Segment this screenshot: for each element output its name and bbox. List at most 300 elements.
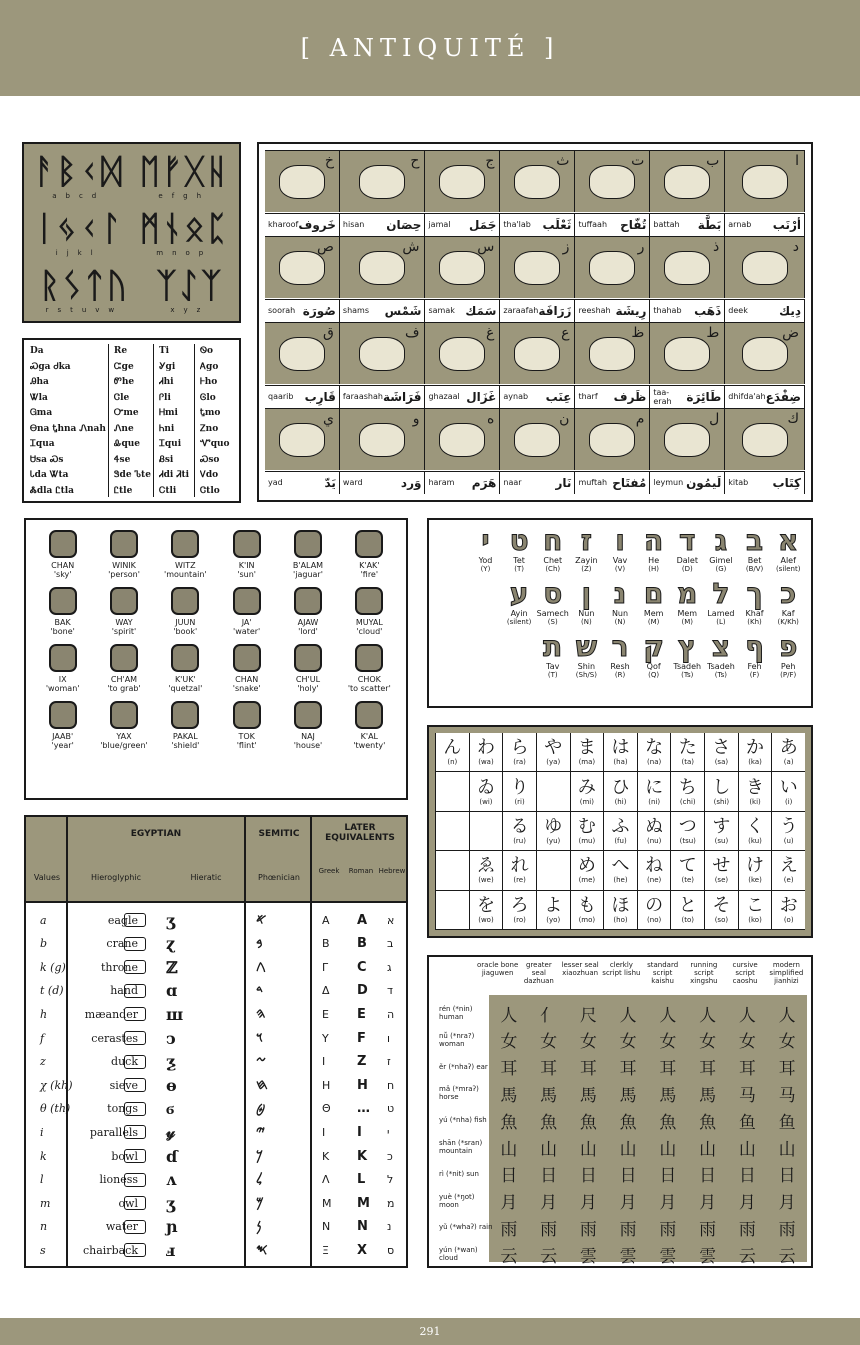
hiragana-char: た: [678, 737, 697, 759]
hebrew-letter-value: (silent): [775, 565, 801, 573]
mayan-glyph-cell: [277, 530, 338, 579]
mayan-word: K'IN: [238, 561, 255, 570]
hiragana-romaji: (hi): [614, 797, 627, 806]
hebrew-letter-name: Gimel: [709, 556, 733, 565]
hebrew-letter-cell: [738, 579, 772, 626]
hieroglyph-icon: [124, 1102, 146, 1116]
hiragana-cell: [771, 772, 805, 811]
mayan-gloss: 'quetzal': [168, 684, 203, 693]
hebrew-letter-cell: [469, 632, 503, 679]
sound-value: f: [40, 1031, 45, 1045]
arabic-word: تُفّاح: [620, 217, 647, 232]
egyptian-alphabet-table: [24, 815, 408, 1268]
table-row: [26, 956, 406, 978]
arabic-picture-cell: [725, 408, 805, 470]
character: 雲: [619, 1246, 637, 1267]
hiragana-char: す: [712, 815, 731, 837]
hiragana-cell: [570, 812, 604, 851]
arabic-grid: [265, 150, 805, 494]
arabic-picture-cell: [575, 322, 650, 384]
script-header: running script xingshu: [690, 961, 718, 985]
character: 月: [659, 1193, 677, 1214]
character: 山: [659, 1139, 677, 1160]
page-title: [ ANTIQUITÉ ]: [300, 34, 560, 62]
hebrew-letter-name: Kaf: [781, 609, 795, 618]
arabic-picture-cell: [425, 150, 500, 212]
transliteration: naar: [503, 478, 522, 487]
hebrew-letter-cell: [637, 526, 671, 573]
hieroglyph-name: chairback: [82, 1243, 138, 1257]
hebrew-letter-cell: [536, 526, 570, 573]
transliteration: aynab: [503, 392, 529, 401]
hiragana-cell: [536, 812, 570, 851]
cherokee-syllable: Ꮒni: [158, 423, 175, 434]
hebrew-letter-cell: [570, 526, 604, 573]
arabic-word-cell: [340, 385, 426, 408]
arabic-picture-cell: [340, 408, 426, 470]
hieroglyph-icon: [124, 1173, 146, 1187]
character: 魚: [579, 1112, 597, 1133]
character: 马: [778, 1085, 796, 1106]
hebrew-letter-cell: [704, 632, 738, 679]
mayan-gloss: 'person': [108, 570, 140, 579]
arabic-word: ظَرف: [613, 389, 647, 404]
rune-glyphs: ᛉᛇᛉ: [156, 266, 224, 306]
character: 日: [500, 1166, 518, 1187]
hebrew-letter-cell: [603, 579, 637, 626]
hiragana-char: ら: [510, 737, 529, 759]
phoenician-letter: 𐤇: [256, 1077, 268, 1094]
hebrew-letter-name: Samech: [536, 609, 569, 618]
character: 女: [659, 1032, 677, 1053]
page-number: 291: [419, 1325, 441, 1338]
mayan-gloss: 'sun': [237, 570, 257, 579]
transliteration: jamal: [428, 220, 451, 229]
mayan-gloss: 'spirit': [111, 627, 137, 636]
character: 女: [738, 1032, 756, 1053]
picture-icon: [439, 423, 485, 457]
hiragana-char: て: [678, 855, 697, 877]
hiragana-romaji: (te): [681, 876, 695, 885]
character: 魚: [500, 1112, 518, 1133]
hebrew-letter-value: (P/F): [780, 671, 797, 679]
arabic-word: خَروف: [298, 217, 336, 232]
greek-letter: Ξ: [322, 1243, 329, 1257]
mayan-word: CH'UL: [295, 675, 321, 684]
character-reading: mǎ (*mraʔ) horse: [439, 1085, 479, 1102]
hiragana-char: ま: [577, 737, 596, 759]
hiragana-cell: [738, 772, 772, 811]
hiragana-romaji: (ro): [513, 915, 526, 924]
hieratic-sign: ш: [166, 1004, 184, 1024]
greek-letter: Θ: [322, 1102, 331, 1116]
hebrew-letter-cell: [637, 632, 671, 679]
cherokee-syllable: Re: [113, 346, 128, 356]
hiragana-cell: [469, 851, 503, 890]
hebrew-letter-name: Mem: [643, 609, 664, 618]
phoenician-letter: 𐤊: [256, 1148, 263, 1164]
character: 雲: [699, 1246, 717, 1267]
character-forms: [489, 1054, 807, 1079]
character: 山: [699, 1139, 717, 1160]
mayan-glyph-cell: [216, 644, 277, 693]
hieratic-sign: ɵ: [166, 1075, 177, 1095]
hebrew-letter-cell: [435, 579, 469, 626]
hiragana-romaji: (se): [714, 876, 729, 885]
arabic-word-cell: [425, 299, 500, 322]
hiragana-char: う: [779, 815, 798, 837]
hiragana-romaji: (ho): [613, 915, 628, 924]
transliteration: qaarib: [268, 392, 294, 401]
mayan-glyph-cell: [155, 587, 216, 636]
hiragana-char: い: [779, 776, 798, 798]
hiragana-panel: [427, 725, 813, 938]
hiragana-romaji: (wi): [479, 797, 493, 806]
phoenician-letter: 𐤃: [256, 982, 263, 999]
transliteration: reeshah: [578, 306, 611, 315]
hiragana-char: ぬ: [645, 815, 664, 837]
header-hieroglyphic: Hieroglyphic: [91, 873, 141, 882]
picture-icon: [359, 165, 405, 199]
hiragana-romaji: (no): [647, 915, 662, 924]
hiragana-char: え: [779, 855, 798, 877]
character: 日: [659, 1166, 677, 1187]
hiragana-romaji: (ke): [748, 876, 762, 885]
character: 人: [699, 1005, 717, 1026]
picture-icon: [664, 165, 710, 199]
picture-icon: [439, 251, 485, 285]
hebrew-letter-value: (T): [547, 671, 558, 679]
hieroglyph-icon: [124, 1078, 146, 1092]
cherokee-syllable: Ti: [158, 346, 170, 356]
hebrew-letter-cell: [603, 526, 637, 573]
hiragana-romaji: (ta): [681, 758, 695, 767]
character: 云: [738, 1246, 756, 1267]
hiragana-romaji: (ha): [613, 758, 628, 767]
hiragana-cell: [469, 812, 503, 851]
mayan-glyph-icon: [110, 644, 138, 672]
sound-value: n: [40, 1220, 48, 1234]
character: 耳: [579, 1059, 597, 1080]
character: 馬: [619, 1085, 637, 1106]
arabic-word-cell: [265, 213, 340, 236]
script-header: standard script kaishu: [647, 961, 679, 985]
arabic-picture-cell: [500, 236, 575, 298]
hebrew-letter: פ: [778, 630, 798, 663]
mayan-glyph-icon: [294, 701, 322, 729]
arabic-word-cell: [650, 471, 725, 494]
arabic-word-cell: [575, 471, 650, 494]
arabic-letter: خ: [324, 153, 334, 169]
mayan-glyph-cell: [216, 701, 277, 750]
mayan-gloss: 'woman': [45, 684, 80, 693]
character: 日: [778, 1166, 796, 1187]
character: 月: [778, 1193, 796, 1214]
hieroglyph-name: eagle: [107, 913, 138, 927]
mayan-glyph-cell: [155, 644, 216, 693]
arabic-picture-cell: [500, 408, 575, 470]
hiragana-cell: [603, 891, 637, 930]
mayan-glyph-cell: [277, 701, 338, 750]
hebrew-letter-cell: [670, 632, 704, 679]
picture-icon: [589, 423, 635, 457]
arabic-word-cell: [575, 299, 650, 322]
footer-band: [0, 1318, 860, 1345]
character: 耳: [659, 1059, 677, 1080]
hebrew-letter-value: (T): [514, 565, 524, 573]
picture-icon: [514, 423, 560, 457]
hebrew-letter: נ: [613, 577, 627, 610]
character: 山: [778, 1139, 796, 1160]
character: 耳: [619, 1059, 637, 1080]
phoenician-letter: 𐤈: [256, 1100, 266, 1117]
arabic-word: بَطَّة: [697, 217, 722, 232]
sound-value: t (d): [40, 984, 64, 998]
hiragana-char: や: [544, 737, 563, 759]
picture-icon: [359, 337, 405, 371]
hieratic-sign: ʒ: [166, 1193, 176, 1213]
cherokee-syllable: Ᏸsi: [158, 454, 174, 465]
mayan-word: JUUN: [175, 618, 196, 627]
hebrew-letter: ף: [745, 630, 764, 663]
arabic-word: ثَعْلَب: [542, 217, 572, 232]
picture-icon: [279, 423, 325, 457]
arabic-letter: ل: [709, 411, 720, 427]
hebrew-letter-value: (M): [647, 618, 660, 626]
hiragana-cell: [570, 772, 604, 811]
hiragana-cell: [435, 772, 469, 811]
character: 雲: [579, 1246, 597, 1267]
arabic-letter: ج: [485, 153, 495, 169]
arabic-word-cell: [725, 471, 805, 494]
hebrew-letter-value: (N): [581, 618, 592, 626]
hebrew-letter: ה: [644, 524, 664, 557]
mayan-glyph-cell: [216, 587, 277, 636]
hieroglyph-name: sieve: [109, 1078, 138, 1092]
mayan-word: CH'AM: [110, 675, 138, 684]
transliteration: shams: [342, 306, 370, 315]
arabic-letter: ح: [410, 153, 420, 169]
hebrew-letter-cell: [704, 526, 738, 573]
character: 魚: [619, 1112, 637, 1133]
arabic-word-cell: [500, 213, 575, 236]
cherokee-syllable: Ꮯtli: [158, 485, 177, 496]
roman-letter: A: [357, 912, 368, 928]
character: 山: [500, 1139, 518, 1160]
character: 亻: [540, 1005, 558, 1026]
hieroglyph-icon: [124, 1007, 146, 1021]
character-reading: yuè (*ŋot) moon: [439, 1192, 475, 1209]
hiragana-romaji: (ko): [748, 915, 762, 924]
cherokee-syllable: Ꮕme: [113, 408, 139, 418]
table-row: [429, 1079, 811, 1107]
arabic-letter: ث: [556, 153, 570, 169]
hebrew-letter-name: Khaf: [745, 609, 764, 618]
script-header: lesser seal xiaozhuan: [561, 961, 599, 977]
hebrew-letter-value: (S): [547, 618, 558, 626]
mayan-gloss: 'holy': [297, 684, 319, 693]
mayan-glyph-cell: [339, 530, 400, 579]
hebrew-letter: י: [387, 1125, 390, 1139]
character: 女: [540, 1032, 558, 1053]
hiragana-romaji: (chi): [679, 797, 696, 806]
cherokee-syllable: Ꮅli: [158, 392, 171, 403]
hebrew-letter-cell: [536, 579, 570, 626]
chinese-scripts-panel: [427, 955, 813, 1268]
hebrew-letter-cell: [435, 526, 469, 573]
hebrew-letter-value: (silent): [506, 618, 532, 626]
arabic-word-cell: [725, 299, 805, 322]
arabic-word-cell: [425, 213, 500, 236]
hiragana-romaji: (he): [613, 876, 628, 885]
picture-icon: [514, 337, 560, 371]
hieratic-sign: ⅎ: [166, 1240, 176, 1260]
header-values: Values: [33, 873, 61, 882]
roman-letter: X: [357, 1242, 368, 1258]
cherokee-column: [112, 344, 154, 497]
hieroglyph-name: lioness: [99, 1173, 138, 1187]
hebrew-letter: ס: [543, 577, 563, 610]
hieroglyph-icon: [124, 913, 146, 927]
hiragana-char: こ: [746, 894, 765, 916]
arabic-word-cell: [500, 385, 575, 408]
mayan-glyph-cell: [93, 701, 154, 750]
hebrew-letter: ח: [543, 524, 563, 557]
picture-icon: [439, 165, 485, 199]
cherokee-syllable: Ꮐma: [30, 408, 53, 418]
picture-icon: [359, 251, 405, 285]
mayan-glyph-icon: [171, 530, 199, 558]
character-reading: rì (*nit) sun: [439, 1169, 479, 1178]
hiragana-cell: [637, 733, 671, 772]
hebrew-letter-cell: [771, 632, 805, 679]
hiragana-cell: [502, 891, 536, 930]
hebrew-letter-name: Tet: [513, 556, 525, 565]
hieratic-sign: ʒ: [166, 910, 176, 930]
hebrew-letter-value: (Q): [648, 671, 660, 679]
hebrew-letter: ם: [643, 577, 664, 610]
hiragana-romaji: (me): [578, 876, 596, 885]
arabic-word-cell: [265, 471, 340, 494]
arabic-word-cell: [500, 299, 575, 322]
hebrew-letter-cell: [536, 632, 570, 679]
rune-latin-letters: efgh: [158, 192, 211, 200]
hiragana-char: か: [746, 737, 765, 759]
mayan-glyph-icon: [233, 530, 261, 558]
hiragana-char: ほ: [611, 894, 630, 916]
hiragana-char: く: [746, 815, 765, 837]
rune-group: [139, 152, 229, 209]
mayan-glyph-icon: [49, 644, 77, 672]
hiragana-char: ろ: [510, 894, 529, 916]
arabic-letter: ع: [561, 325, 570, 341]
character: 雨: [579, 1219, 597, 1240]
phoenician-letter: 𐤁: [256, 935, 263, 952]
picture-icon: [742, 337, 788, 371]
arabic-picture-cell: [425, 408, 500, 470]
hiragana-cell: [502, 772, 536, 811]
sound-value: l: [40, 1173, 44, 1187]
picture-icon: [359, 423, 405, 457]
script-header: oracle bone jiaguwen: [477, 961, 519, 977]
hiragana-char: よ: [544, 894, 563, 916]
mayan-gloss: 'shield': [171, 741, 200, 750]
roman-letter: H: [357, 1077, 368, 1093]
mayan-glyph-cell: [277, 587, 338, 636]
script-header: clerkly script lishu: [602, 961, 641, 977]
picture-icon: [279, 165, 325, 199]
arabic-picture-cell: [500, 150, 575, 212]
hiragana-cell: [670, 733, 704, 772]
arabic-word-cell: [340, 471, 426, 494]
picture-icon: [514, 165, 560, 199]
hieratic-sign: ɀ: [166, 934, 176, 954]
arabic-word: قَارِب: [304, 389, 336, 404]
arabic-picture-cell: [265, 236, 340, 298]
arabic-letter: غ: [486, 325, 495, 341]
hebrew-letter-value: (D): [681, 565, 693, 573]
character: 山: [579, 1139, 597, 1160]
character: 人: [659, 1005, 677, 1026]
transliteration: ward: [342, 478, 363, 487]
hiragana-cell: [637, 851, 671, 890]
arabic-letter: ق: [323, 325, 334, 341]
hebrew-letter-cell: [502, 526, 536, 573]
cherokee-syllable: Da: [30, 346, 44, 356]
mayan-word: CHAN: [51, 561, 75, 570]
rune-group: [34, 209, 124, 266]
script-header: greater seal dazhuan: [523, 961, 554, 985]
arabic-picture-cell: [340, 322, 426, 384]
character: 山: [738, 1139, 756, 1160]
transliteration: leymun: [653, 478, 684, 487]
character: 人: [500, 1005, 518, 1026]
character-reading: nǚ (*nra?) woman: [439, 1031, 475, 1048]
sound-value: k (g): [40, 960, 66, 974]
transliteration: soorah: [268, 306, 296, 315]
picture-icon: [514, 251, 560, 285]
character: 人: [738, 1005, 756, 1026]
mayan-word: CHAN: [235, 675, 259, 684]
roman-letter: K: [357, 1148, 368, 1164]
hiragana-char: も: [577, 894, 596, 916]
mayan-gloss: 'house': [293, 741, 323, 750]
arabic-picture-cell: [650, 236, 725, 298]
character: 月: [738, 1193, 756, 1214]
mayan-gloss: 'twenty': [353, 741, 386, 750]
character-forms: [489, 1188, 807, 1213]
arabic-word-cell: [650, 385, 725, 408]
sound-value: z: [40, 1055, 46, 1069]
hiragana-cell: [536, 851, 570, 890]
character: 日: [738, 1166, 756, 1187]
table-row: [429, 1187, 811, 1215]
hebrew-letter: י: [481, 524, 490, 557]
character: 馬: [500, 1085, 518, 1106]
hebrew-letter-value: (F): [749, 671, 760, 679]
hebrew-letter: ז: [580, 524, 592, 557]
greek-letter: I: [322, 1055, 326, 1069]
mayan-glyph-cell: [93, 644, 154, 693]
arabic-picture-cell: [500, 322, 575, 384]
arabic-letter: ا: [795, 153, 799, 169]
arabic-word-cell: [340, 299, 426, 322]
hebrew-letter-cell: [469, 579, 503, 626]
hebrew-letter: ח: [387, 1078, 395, 1092]
cherokee-column: [198, 344, 235, 497]
hebrew-letter-cell: [670, 526, 704, 573]
arabic-word: دِيك: [779, 303, 801, 318]
